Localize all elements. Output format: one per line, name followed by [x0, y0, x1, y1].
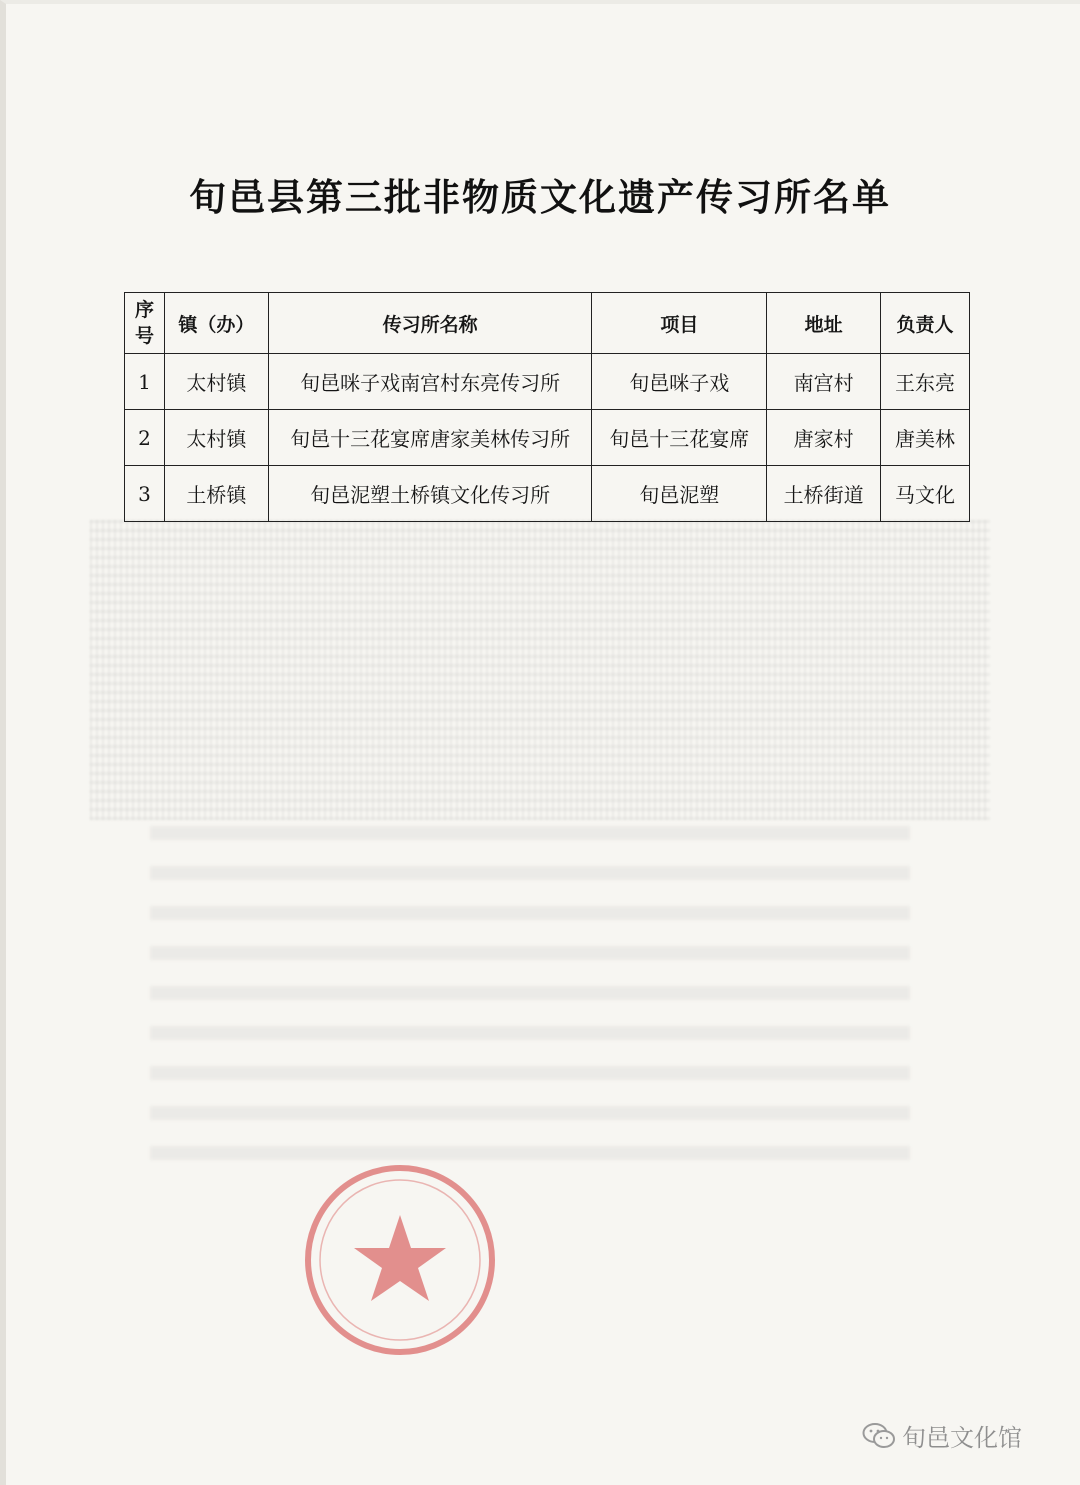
- cell-name: 旬邑咪子戏南宫村东亮传习所: [268, 354, 592, 410]
- cell-town: 土桥镇: [164, 466, 268, 522]
- header-seq-line2: 号: [134, 325, 154, 347]
- cell-address: 土桥街道: [767, 466, 881, 522]
- wechat-icon: [862, 1422, 896, 1450]
- cell-town: 太村镇: [164, 354, 268, 410]
- cell-name: 旬邑泥塑土桥镇文化传习所: [268, 466, 592, 522]
- header-person: 负责人: [881, 293, 970, 354]
- cell-seq: 1: [125, 354, 165, 410]
- bleed-through-noise: [90, 520, 990, 820]
- source-watermark: [862, 1418, 1022, 1453]
- header-address: 地址: [767, 293, 881, 354]
- table-header-row: [125, 293, 970, 354]
- cell-name: 旬邑十三花宴席唐家美林传习所: [268, 410, 592, 466]
- bleed-through-text-noise: [150, 820, 910, 1160]
- cell-seq: 2: [125, 410, 165, 466]
- cell-person: 王东亮: [881, 354, 970, 410]
- header-seq: [125, 293, 165, 354]
- heritage-roster-table: [124, 292, 970, 522]
- header-seq-line1: 序: [134, 299, 154, 321]
- cell-address: 唐家村: [767, 410, 881, 466]
- seal-star-icon: [354, 1215, 446, 1301]
- header-name: 传习所名称: [268, 293, 592, 354]
- cell-project: 旬邑十三花宴席: [592, 410, 767, 466]
- header-town: 镇（办）: [164, 293, 268, 354]
- header-project: 项目: [592, 293, 767, 354]
- cell-address: 南宫村: [767, 354, 881, 410]
- table-row: [125, 466, 970, 522]
- table-row: [125, 354, 970, 410]
- document-title: 旬邑县第三批非物质文化遗产传习所名单: [189, 175, 891, 219]
- official-seal-stamp: [300, 1160, 500, 1360]
- cell-town: 太村镇: [164, 410, 268, 466]
- cell-seq: 3: [125, 466, 165, 522]
- cell-project: 旬邑泥塑: [592, 466, 767, 522]
- cell-project: 旬邑咪子戏: [592, 354, 767, 410]
- cell-person: 唐美林: [881, 410, 970, 466]
- table-row: [125, 410, 970, 466]
- cell-person: 马文化: [881, 466, 970, 522]
- watermark-text: 旬邑文化馆: [902, 1424, 1022, 1452]
